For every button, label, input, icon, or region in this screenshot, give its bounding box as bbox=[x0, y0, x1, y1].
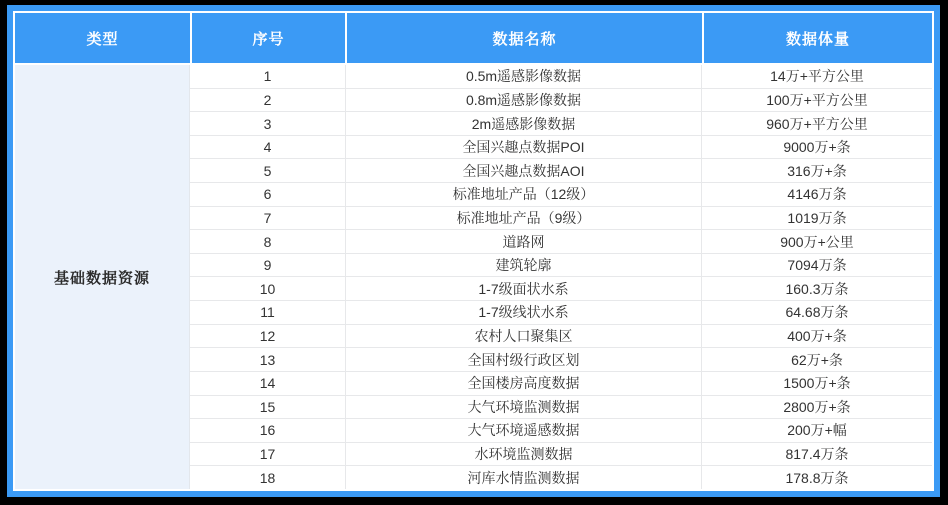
cell-name: 0.5m遥感影像数据 bbox=[345, 65, 702, 88]
table-row bbox=[190, 371, 932, 395]
table-row bbox=[190, 135, 932, 159]
cell-no: 12 bbox=[259, 328, 276, 344]
table-row bbox=[190, 395, 932, 419]
cell-volume: 178.8万条 bbox=[785, 469, 849, 486]
cell-name: 河库水情监测数据 bbox=[345, 466, 702, 489]
cell-no: 15 bbox=[259, 398, 276, 415]
cell-volume: 1500万+条 bbox=[783, 375, 851, 392]
cell-no: 6 bbox=[263, 186, 272, 203]
cell-name: 农村人口聚集区 bbox=[345, 325, 702, 348]
cell-volume: 817.4万条 bbox=[785, 446, 849, 463]
cell-name: 标准地址产品（9级） bbox=[345, 207, 702, 230]
table-row bbox=[190, 65, 932, 88]
cell-volume: 64.68万条 bbox=[785, 304, 849, 321]
table-row bbox=[190, 253, 932, 277]
cell-no: 4 bbox=[263, 139, 272, 156]
table-row bbox=[190, 182, 932, 206]
cell-name: 1-7级面状水系 bbox=[345, 277, 702, 300]
cell-name: 全国楼房高度数据 bbox=[345, 372, 702, 395]
table-row bbox=[190, 88, 932, 112]
cell-volume: 2800万+条 bbox=[783, 398, 851, 415]
cell-volume: 160.3万条 bbox=[785, 280, 849, 297]
cell-name: 全国兴趣点数据POI bbox=[345, 136, 702, 159]
cell-name: 建筑轮廓 bbox=[345, 254, 702, 277]
cell-volume: 1019万条 bbox=[787, 209, 847, 226]
table-rows bbox=[190, 65, 932, 489]
table-row bbox=[190, 229, 932, 253]
cell-name: 水环境监测数据 bbox=[345, 443, 702, 466]
data-resource-table bbox=[15, 13, 932, 489]
cell-volume: 400万+条 bbox=[787, 328, 847, 344]
table-body bbox=[15, 63, 932, 489]
cell-volume: 4146万条 bbox=[787, 186, 847, 203]
cell-no: 10 bbox=[259, 280, 276, 297]
table-row bbox=[190, 276, 932, 300]
cell-no: 11 bbox=[260, 304, 275, 321]
table-row bbox=[190, 442, 932, 466]
header-no: 序号 bbox=[190, 13, 345, 63]
cell-name: 全国村级行政区划 bbox=[345, 348, 702, 371]
cell-name: 2m遥感影像数据 bbox=[345, 112, 702, 135]
cell-volume: 200万+幅 bbox=[787, 422, 847, 439]
cell-no: 18 bbox=[259, 469, 276, 486]
header-name: 数据名称 bbox=[345, 13, 702, 63]
cell-no: 8 bbox=[263, 233, 272, 250]
category-cell: 基础数据资源 bbox=[15, 65, 190, 489]
cell-volume: 316万+条 bbox=[787, 162, 847, 179]
table-row bbox=[190, 418, 932, 442]
table-row bbox=[190, 324, 932, 348]
cell-no: 13 bbox=[259, 351, 276, 368]
cell-name: 标准地址产品（12级） bbox=[345, 183, 702, 206]
cell-volume: 100万+平方公里 bbox=[766, 91, 868, 108]
cell-no: 7 bbox=[263, 209, 272, 226]
table-header-row bbox=[15, 13, 932, 63]
cell-name: 全国兴趣点数据AOI bbox=[345, 159, 702, 182]
cell-no: 17 bbox=[259, 446, 276, 463]
table-row bbox=[190, 300, 932, 324]
cell-no: 16 bbox=[259, 422, 276, 439]
cell-no: 3 bbox=[263, 115, 272, 132]
header-type: 类型 bbox=[86, 30, 119, 48]
cell-volume: 7094万条 bbox=[787, 257, 847, 274]
table-row bbox=[190, 347, 932, 371]
data-resource-table-frame bbox=[7, 5, 940, 497]
cell-no: 9 bbox=[263, 257, 272, 274]
cell-name: 大气环境监测数据 bbox=[345, 396, 702, 419]
cell-no: 5 bbox=[263, 162, 272, 179]
table-row bbox=[190, 465, 932, 489]
cell-name: 1-7级线状水系 bbox=[345, 301, 702, 324]
cell-volume: 900万+公里 bbox=[780, 233, 854, 250]
cell-name: 大气环境遥感数据 bbox=[345, 419, 702, 442]
cell-no: 14 bbox=[259, 375, 276, 392]
cell-name: 道路网 bbox=[345, 230, 702, 253]
cell-volume: 9000万+条 bbox=[783, 139, 851, 156]
cell-no: 2 bbox=[263, 91, 272, 108]
cell-volume: 62万+条 bbox=[791, 351, 843, 368]
table-row bbox=[190, 158, 932, 182]
table-row bbox=[190, 206, 932, 230]
cell-name: 0.8m遥感影像数据 bbox=[345, 89, 702, 112]
table-row bbox=[190, 111, 932, 135]
header-volume: 数据体量 bbox=[702, 13, 932, 63]
cell-no: 1 bbox=[263, 68, 272, 85]
cell-volume: 14万+平方公里 bbox=[770, 68, 864, 85]
cell-volume: 960万+平方公里 bbox=[766, 115, 868, 132]
